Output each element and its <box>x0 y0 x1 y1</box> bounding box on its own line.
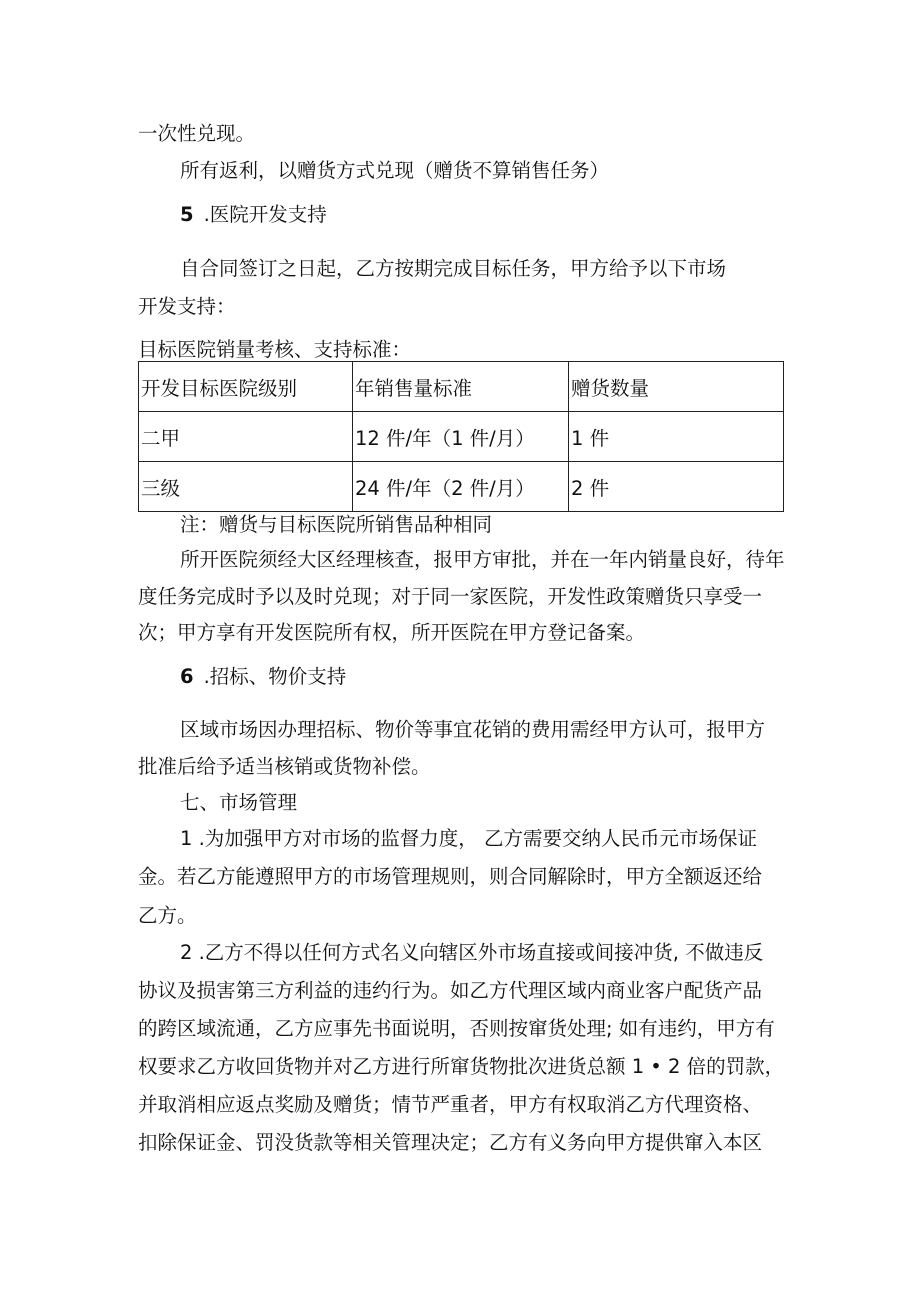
paragraph: 区域市场因办理招标、物价等事宜花销的费用需经甲方认可，报甲方 <box>180 718 766 741</box>
paragraph: 金。若乙方能遵照甲方的市场管理规则，则合同解除时，甲方全额返还给 <box>138 865 763 888</box>
table-cell: 2 件 <box>569 462 784 512</box>
table-cell: 二甲 <box>139 412 353 462</box>
table-row <box>139 462 784 512</box>
paragraph: 乙方。 <box>138 904 197 927</box>
paragraph: 自合同签订之日起，乙方按期完成目标任务，甲方给予以下市场 <box>180 257 727 280</box>
table-cell: 24 件/年（2 件/月） <box>353 462 569 512</box>
section-heading-5 <box>180 202 327 228</box>
header-cell: 开发目标医院级别 <box>139 362 353 412</box>
table-header-row <box>139 362 784 412</box>
paragraph: 并取消相应返点奖励及赠货；情节严重者，甲方有权取消乙方代理资格、 <box>138 1093 763 1116</box>
paragraph: 开发支持： <box>138 295 236 318</box>
table-cell: 12 件/年（1 件/月） <box>353 412 569 462</box>
table-note: 注：赠货与目标医院所销售品种相同 <box>180 513 493 536</box>
paragraph: 度任务完成时予以及时兑现；对于同一家医院，开发性政策赠货只享受一 <box>138 585 763 608</box>
paragraph: 次；甲方享有开发医院所有权，所开医院在甲方登记备案。 <box>138 621 646 644</box>
paragraph: 权要求乙方收回货物并对乙方进行所窜货物批次进货总额 1 • 2 倍的罚款， <box>138 1055 785 1078</box>
paragraph: 扣除保证金、罚没货款等相关管理决定；乙方有义务向甲方提供窜入本区 <box>138 1131 763 1154</box>
paragraph: 所有返利，以赠货方式兑现（赠货不算销售任务） <box>180 159 610 182</box>
section-title: .医院开发支持 <box>203 203 327 226</box>
header-cell: 年销售量标准 <box>353 362 569 412</box>
paragraph: 所开医院须经大区经理核查，报甲方审批，并在一年内销量良好，待年 <box>180 548 785 571</box>
table-row <box>139 412 784 462</box>
table-caption: 目标医院销量考核、支持标准： <box>138 338 412 361</box>
paragraph: 1 .为加强甲方对市场的监督力度， 乙方需要交纳人民币元市场保证 <box>180 827 758 850</box>
paragraph: 批准后给予适当核销或货物补偿。 <box>138 755 431 778</box>
section-heading-6 <box>180 664 346 690</box>
chapter-heading: 七、市场管理 <box>180 791 298 814</box>
section-number: 6 <box>180 665 194 688</box>
paragraph: 2 .乙方不得以任何方式名义向辖区外市场直接或间接冲货, 不做违反 <box>180 941 764 964</box>
table-cell: 1 件 <box>569 412 784 462</box>
paragraph: 的跨区域流通，乙方应事先书面说明，否则按窜货处理; 如有违约，甲方有 <box>138 1017 775 1040</box>
section-title: .招标、物价支持 <box>203 665 347 688</box>
header-cell: 赠货数量 <box>569 362 784 412</box>
paragraph: 协议及损害第三方利益的违约行为。如乙方代理区域内商业客户配货产品 <box>138 979 763 1002</box>
table-cell: 三级 <box>139 462 353 512</box>
section-number: 5 <box>180 203 194 226</box>
support-standard-table <box>138 361 784 512</box>
paragraph: 一次性兑现。 <box>138 122 256 145</box>
